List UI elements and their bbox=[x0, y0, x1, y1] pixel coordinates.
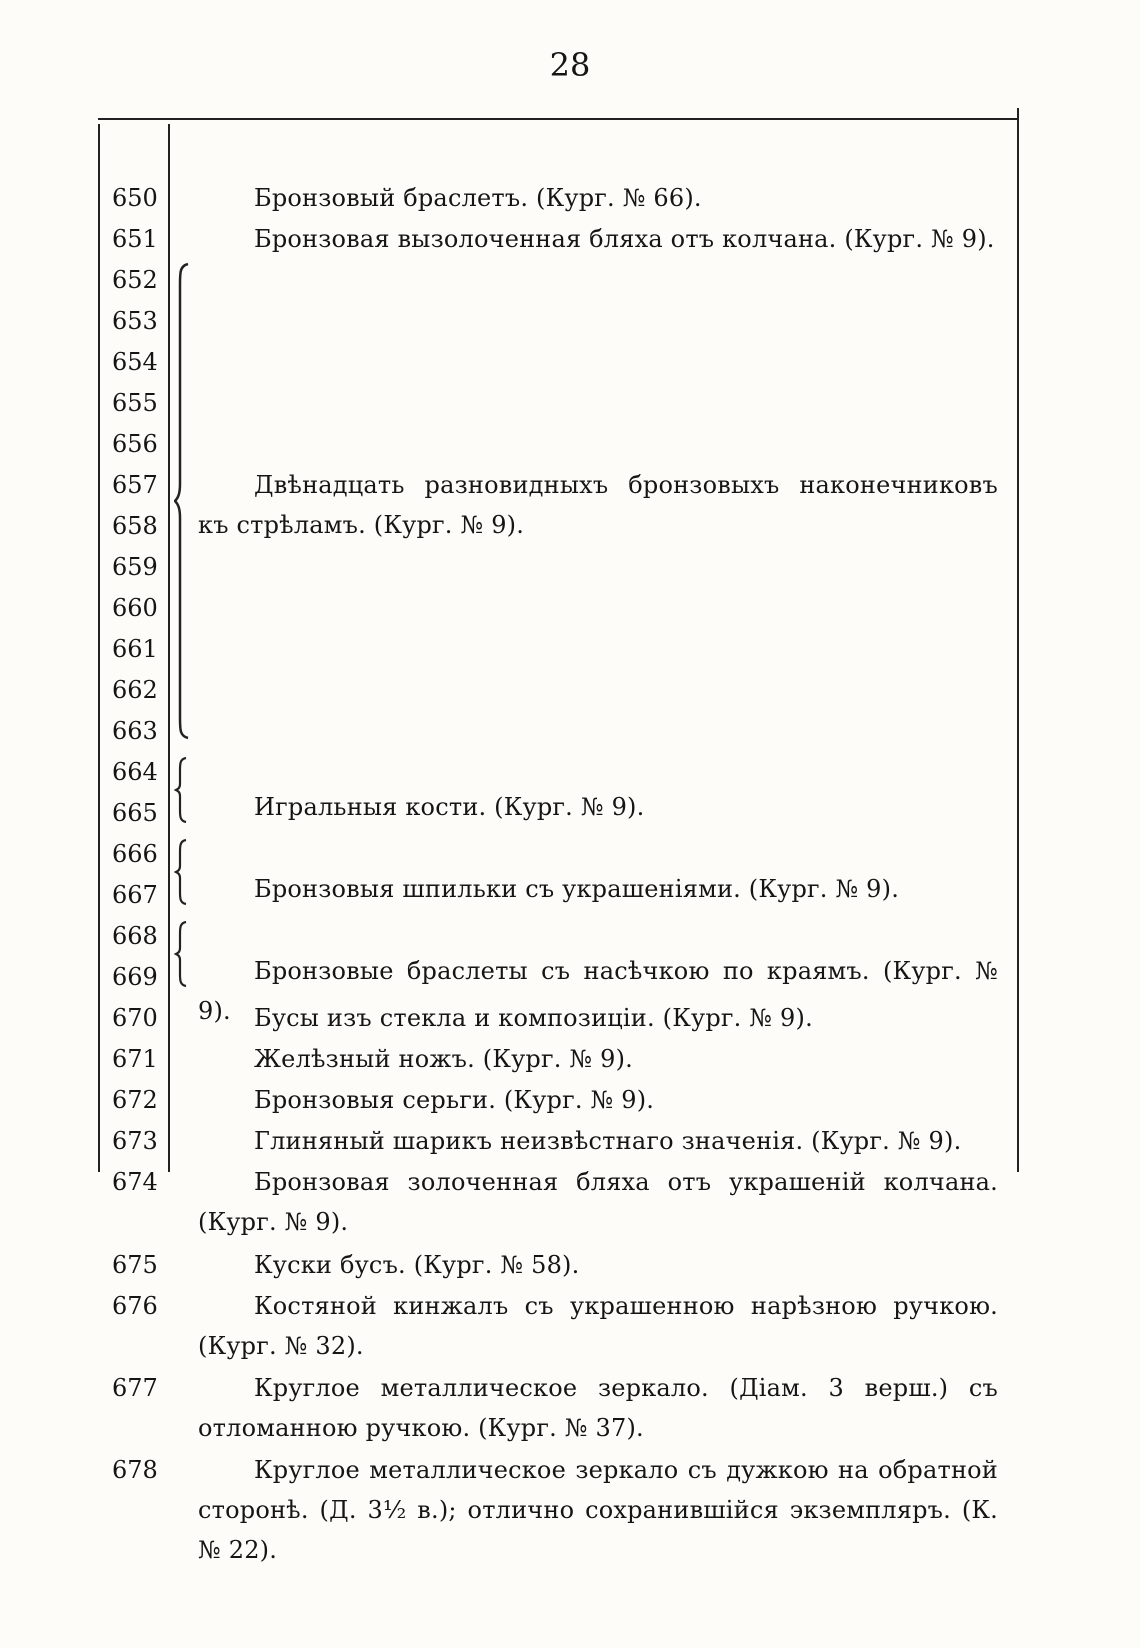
entry-text: Желѣзный ножъ. (Кург. № 9). bbox=[254, 1045, 634, 1073]
row-number: 659 bbox=[112, 553, 158, 581]
table-right-rule bbox=[1017, 108, 1019, 1172]
group-brace-664-665 bbox=[174, 756, 190, 824]
entry-text: Бронзовыя шпильки съ украшеніями. (Кург. № 9). bbox=[254, 875, 900, 903]
row-number: 662 bbox=[112, 676, 158, 704]
entry-text: Бронзовые браслеты съ насѣчкою по краямъ. (Кург. № 9). bbox=[198, 957, 998, 1025]
entry-text: Круглое металлическое зеркало съ дужкою на обратной сторонѣ. (Д. 3½ в.); отлично сохранившійся экземпляръ. (К. № 22). bbox=[198, 1456, 998, 1564]
row-number: 654 bbox=[112, 348, 158, 376]
row-number: 657 bbox=[112, 471, 158, 499]
row-number: 666 bbox=[112, 840, 158, 868]
number-column-rule bbox=[168, 124, 170, 1172]
row-number: 676 bbox=[112, 1292, 158, 1320]
row-number: 665 bbox=[112, 799, 158, 827]
entry-text: Бронзовая золоченная бляха отъ украшеній колчана. (Кург. № 9). bbox=[198, 1168, 998, 1236]
entry-text: Бронзовыя серьги. (Кург. № 9). bbox=[254, 1086, 655, 1114]
row-number: 663 bbox=[112, 717, 158, 745]
entry-text: Двѣнадцать разновидныхъ бронзовыхъ наконечниковъ къ стрѣламъ. (Кург. № 9). bbox=[198, 471, 998, 539]
row-number: 675 bbox=[112, 1251, 158, 1279]
row-number: 660 bbox=[112, 594, 158, 622]
group-brace-666-667 bbox=[174, 838, 190, 906]
page-number: 28 bbox=[549, 46, 591, 84]
entry-text: Костяной кинжалъ съ украшенною нарѣзною ручкою. (Кург. № 32). bbox=[198, 1292, 998, 1360]
row-number: 674 bbox=[112, 1168, 158, 1196]
row-number: 672 bbox=[112, 1086, 158, 1114]
row-number: 653 bbox=[112, 307, 158, 335]
entry-text: Глиняный шарикъ неизвѣстнаго значенія. (Кург. № 9). bbox=[254, 1127, 962, 1155]
row-number: 667 bbox=[112, 881, 158, 909]
entry-text: Куски бусъ. (Кург. № 58). bbox=[254, 1251, 580, 1279]
entry-text: Бусы изъ стекла и композиціи. (Кург. № 9). bbox=[254, 1004, 813, 1032]
row-number: 669 bbox=[112, 963, 158, 991]
row-number: 677 bbox=[112, 1374, 158, 1402]
row-number: 664 bbox=[112, 758, 158, 786]
row-number: 661 bbox=[112, 635, 158, 663]
row-number: 658 bbox=[112, 512, 158, 540]
row-number: 668 bbox=[112, 922, 158, 950]
row-number: 678 bbox=[112, 1456, 158, 1484]
row-number: 651 bbox=[112, 225, 158, 253]
entry-text: Бронзовый браслетъ. (Кург. № 66). bbox=[254, 184, 702, 212]
table-top-rule bbox=[98, 118, 1019, 120]
row-number: 650 bbox=[112, 184, 158, 212]
row-number: 670 bbox=[112, 1004, 158, 1032]
row-number: 652 bbox=[112, 266, 158, 294]
group-brace-668-669 bbox=[174, 920, 190, 988]
row-number: 671 bbox=[112, 1045, 158, 1073]
table-left-rule bbox=[98, 124, 100, 1172]
entry-text: Круглое металлическое зеркало. (Діам. 3 верш.) съ отломанною ручкою. (Кург. № 37). bbox=[198, 1374, 998, 1442]
row-number: 673 bbox=[112, 1127, 158, 1155]
entry-text: Бронзовая вызолоченная бляха отъ колчана. (Кург. № 9). bbox=[254, 225, 995, 253]
row-number: 655 bbox=[112, 389, 158, 417]
entry-text: Игральныя кости. (Кург. № 9). bbox=[254, 793, 645, 821]
group-brace-652-663 bbox=[174, 262, 194, 740]
row-number: 656 bbox=[112, 430, 158, 458]
